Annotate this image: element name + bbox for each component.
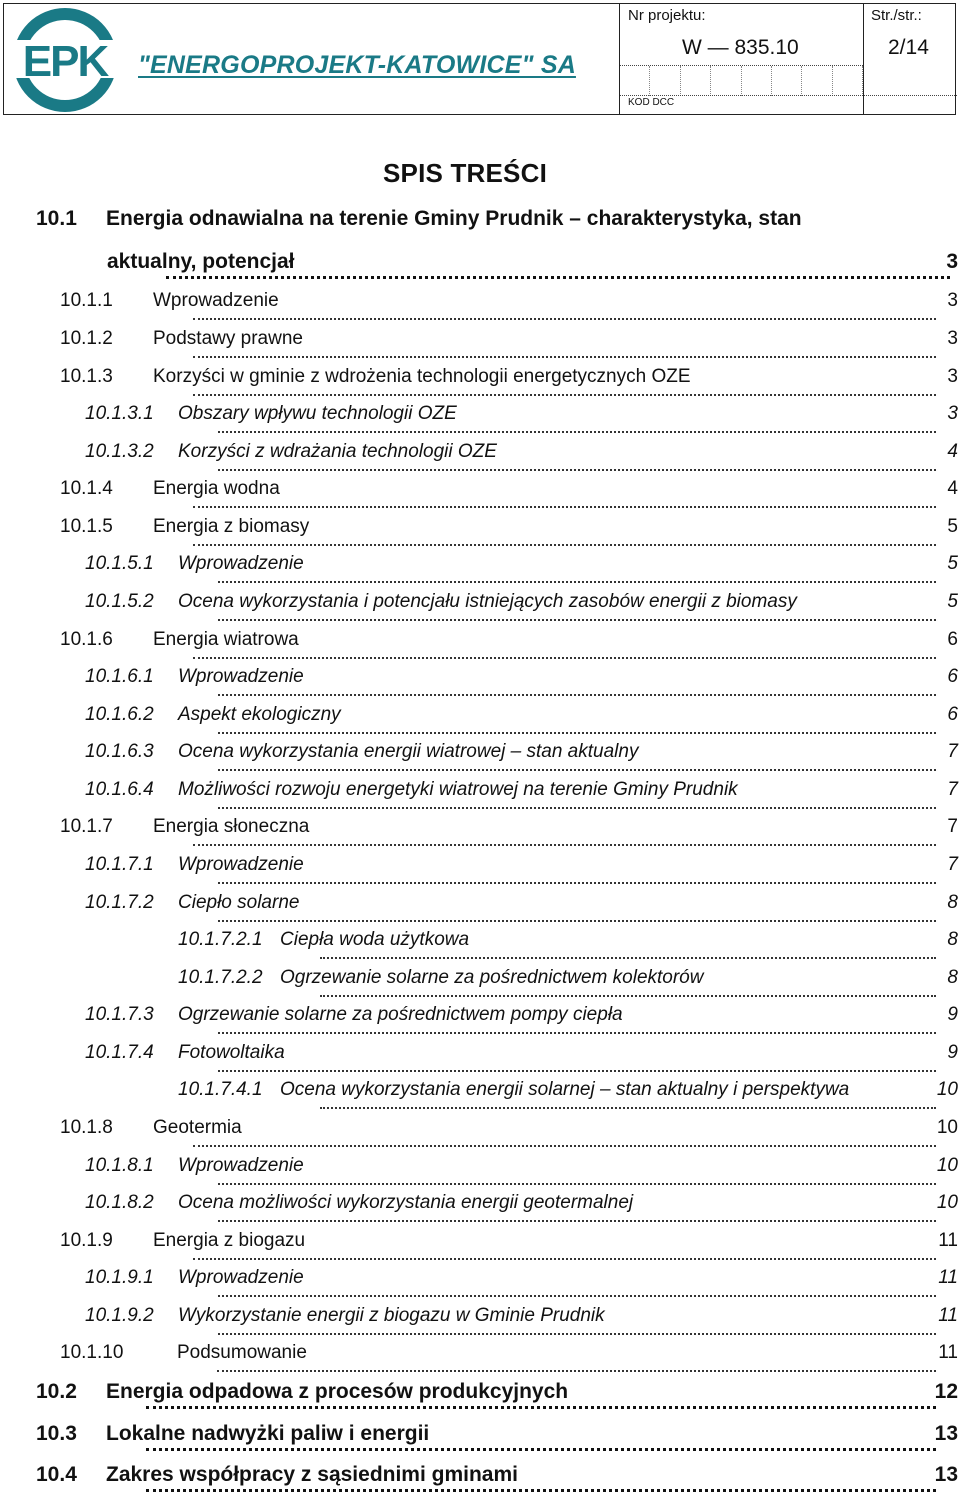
toc-entry-page: 3 [943,328,958,350]
toc-entry-number: 10.1.1 [60,290,113,311]
toc-entry-page: 10 [933,1079,958,1101]
toc-entry-text: Możliwości rozwoju energetyki wiatrowej na terenie Gminy Prudnik [178,779,742,801]
toc-entry[interactable] [0,441,960,471]
logo-cell [4,4,620,114]
toc-entry-number: 10.3 [36,1422,77,1445]
toc-entry-page: 10 [933,1192,958,1214]
toc-entry-number: 10.1.6.4 [85,779,154,800]
toc-entry[interactable] [0,553,960,583]
toc-entry[interactable] [0,1117,960,1147]
toc-entry[interactable] [0,328,960,358]
toc-entry-number: 10.1.7.4.1 [178,1079,263,1100]
toc-entry-text: Fotowoltaika [178,1042,289,1064]
toc-entry-number: 10.4 [36,1463,77,1486]
toc-entry-page: 10 [933,1155,958,1177]
toc-entry-page: 7 [943,779,958,801]
toc-entry-number: 10.1.6.2 [85,704,154,725]
toc-entry-text: Ogrzewanie solarne za pośrednictwem kolektorów [280,967,707,989]
toc-entry-text: Wprowadzenie [178,1155,308,1177]
toc-entry-text: Ogrzewanie solarne za pośrednictwem pompy ciepła [178,1004,627,1026]
toc-entry[interactable] [0,1230,960,1260]
toc-entry-page: 8 [943,929,958,951]
toc-entry-text: Wprowadzenie [153,290,283,312]
toc-entry-text: Lokalne nadwyżki paliw i energii [106,1422,433,1446]
toc-entry-number: 10.1.5 [60,516,113,537]
toc-entry-page: 7 [943,854,958,876]
toc-entry[interactable] [0,741,960,771]
toc-entry-text: Podstawy prawne [153,328,307,350]
toc-entry-text: Korzyści w gminie z wdrożenia technologii energetycznych OZE [153,366,695,388]
toc-entry-page: 11 [934,1267,958,1289]
toc-entry-page: 6 [943,629,958,651]
page-number: 2/14 [888,36,929,59]
toc-entry-number: 10.1.7.2.1 [178,929,263,950]
kod-dcc-label: KOD DCC [628,97,675,108]
toc-entry-text: Obszary wpływu technologii OZE [178,403,461,425]
toc-entry-number: 10.1.7.2.2 [178,967,263,988]
toc-entry-text: Aspekt ekologiczny [178,704,345,726]
toc-entry-number: 10.1.6 [60,629,113,650]
toc-entry[interactable] [0,1004,960,1034]
toc-entry[interactable] [0,816,960,846]
toc-entry[interactable] [0,666,960,696]
toc-entry[interactable] [0,892,960,922]
toc-entry-page: 3 [943,403,958,425]
toc-leader-dots [218,553,936,583]
toc-entry[interactable] [0,516,960,546]
toc-entry-page: 3 [942,250,958,274]
toc-entry[interactable] [0,1422,960,1452]
page-cell [864,4,957,114]
toc-entry-page: 3 [943,366,958,388]
toc-entry-number: 10.1.7.2 [85,892,154,913]
divider [864,95,957,96]
toc-entry-text: Energia z biomasy [153,516,313,538]
toc-entry[interactable] [0,290,960,320]
toc-entry-text: Ocena wykorzystania energii wiatrowej – stan aktualny [178,741,642,763]
toc-entry[interactable] [0,1463,960,1493]
document-header [3,3,956,115]
toc-entry[interactable] [0,1267,960,1297]
toc-entry-text: Zakres współpracy z sąsiednimi gminami [106,1463,522,1487]
toc-entry-text: Wprowadzenie [178,854,308,876]
toc-leader-dots [218,854,936,884]
toc-entry[interactable] [0,366,960,396]
toc-entry-text: Energia odnawialna na terenie Gminy Prudnik – charakterystyka, stan [106,207,806,231]
toc-entry[interactable] [0,1155,960,1185]
toc-leader-dots [218,1155,936,1185]
toc-entry-text: Ciepła woda użytkowa [280,929,473,951]
toc-entry[interactable] [0,478,960,508]
toc-entry-text-continued: aktualny, potencjał [107,250,299,274]
toc-entry-page: 11 [934,1305,958,1327]
toc-entry-text: Wprowadzenie [178,1267,308,1289]
toc-entry-number: 10.1.2 [60,328,113,349]
toc-entry-number: 10.1.7.4 [85,1042,154,1063]
company-name: "ENERGOPROJEKT-KATOWICE" SA [138,51,576,79]
toc-entry-number: 10.2 [36,1380,77,1403]
toc-title: SPIS TREŚCI [382,158,547,188]
toc-entry-page: 7 [943,816,958,838]
toc-entry-page: 9 [943,1042,958,1064]
toc-leader-dots [218,1042,936,1072]
toc-entry[interactable] [0,629,960,659]
toc-entry-text: Ocena wykorzystania i potencjału istniejących zasobów energii z biomasy [178,591,801,613]
toc-entry-text: Energia odpadowa z procesów produkcyjnych [106,1380,572,1404]
toc-entry-number: 10.1.8.1 [85,1155,154,1176]
toc-entry-number: 10.1.4 [60,478,113,499]
toc-entry[interactable] [0,207,960,287]
toc-entry-text: Ocena możliwości wykorzystania energii geotermalnej [178,1192,637,1214]
toc-entry[interactable] [0,1342,960,1372]
toc-entry[interactable] [0,1042,960,1072]
toc-entry[interactable] [0,854,960,884]
toc-entry-number: 10.1.6.3 [85,741,154,762]
toc-entry[interactable] [0,1305,960,1335]
project-label: Nr projektu: [628,7,706,24]
toc-entry-text: Podsumowanie [177,1342,311,1364]
toc-entry-number: 10.1.3.2 [85,441,154,462]
project-number: W — 835.10 [682,36,799,59]
page-label: Str./str.: [871,7,922,24]
toc-entry-number: 10.1.9.1 [85,1267,154,1288]
toc-entry-page: 11 [934,1342,958,1364]
toc-leader-dots [218,666,936,696]
toc-entry-page: 11 [934,1230,958,1252]
toc-entry-number: 10.1.3 [60,366,113,387]
toc-entry-number: 10.1.5.2 [85,591,154,612]
toc-entry-text: Energia z biogazu [153,1230,309,1252]
toc-entry-text: Geotermia [153,1117,246,1139]
toc-entry-number: 10.1.7.1 [85,854,154,875]
toc-entry[interactable] [0,779,960,809]
toc-entry-number: 10.1.10 [60,1342,124,1363]
toc-entry-number: 10.1.9.2 [85,1305,154,1326]
divider [620,95,863,96]
toc-entry-page: 7 [943,741,958,763]
toc-leader-dots [218,1267,936,1297]
toc-entry-page: 5 [943,516,958,538]
toc-entry-text: Energia słoneczna [153,816,313,838]
toc-entry[interactable] [0,1079,960,1109]
toc-entry-number: 10.1.8 [60,1117,113,1138]
toc-leader-dots [193,1117,936,1147]
toc-entry[interactable] [0,967,960,997]
toc-entry-page: 9 [943,1004,958,1026]
toc-entry-text: Energia wodna [153,478,284,500]
toc-entry-text: Wykorzystanie energii z biogazu w Gminie Prudnik [178,1305,609,1327]
toc-entry-number: 10.1.5.1 [85,553,154,574]
toc-leader-dots [193,629,936,659]
toc-entry-page: 10 [933,1117,958,1139]
toc-entry-text: Energia wiatrowa [153,629,303,651]
toc-entry-number: 10.1.9 [60,1230,113,1251]
toc-leader-dots [193,478,936,508]
code-grid [620,66,863,96]
toc-entry-page: 3 [943,290,958,312]
toc-entry-page: 13 [931,1463,958,1487]
logo-text: EPK [22,37,108,86]
toc-leader-dots [193,290,936,320]
toc-entry-number: 10.1.8.2 [85,1192,154,1213]
toc-entry-number: 10.1.7 [60,816,113,837]
toc-entry[interactable] [0,1380,960,1410]
toc-entry-page: 6 [943,704,958,726]
toc-entry-number: 10.1.6.1 [85,666,154,687]
toc-entry[interactable] [0,1192,960,1222]
toc-entry-page: 4 [943,478,958,500]
toc-entry[interactable] [0,591,960,621]
toc-entry-number: 10.1.7.3 [85,1004,154,1025]
toc-entry-page: 4 [943,441,958,463]
toc-entry[interactable] [0,403,960,433]
toc-entry-number: 10.1.3.1 [85,403,154,424]
toc-entry-text: Ciepło solarne [178,892,303,914]
toc-leader-dots [218,892,936,922]
toc-entry[interactable] [0,929,960,959]
toc-entry-text: Wprowadzenie [178,666,308,688]
toc-entry-text: Ocena wykorzystania energii solarnej – stan aktualny i perspektywa [280,1079,853,1101]
toc-leader-dots [217,1342,936,1372]
toc-entry-number: 10.1 [36,207,77,230]
toc-entry[interactable] [0,704,960,734]
toc-entry-page: 13 [931,1422,958,1446]
toc-entry-page: 12 [931,1380,958,1404]
project-cell [620,4,864,114]
toc-entry-text: Korzyści z wdrażania technologii OZE [178,441,501,463]
toc-entry-page: 6 [943,666,958,688]
toc-entry-text: Wprowadzenie [178,553,308,575]
toc-entry-page: 5 [943,591,958,613]
epk-logo-icon [9,6,121,114]
toc-entry-page: 5 [943,553,958,575]
toc-entry-page: 8 [943,892,958,914]
toc-entry-page: 8 [943,967,958,989]
